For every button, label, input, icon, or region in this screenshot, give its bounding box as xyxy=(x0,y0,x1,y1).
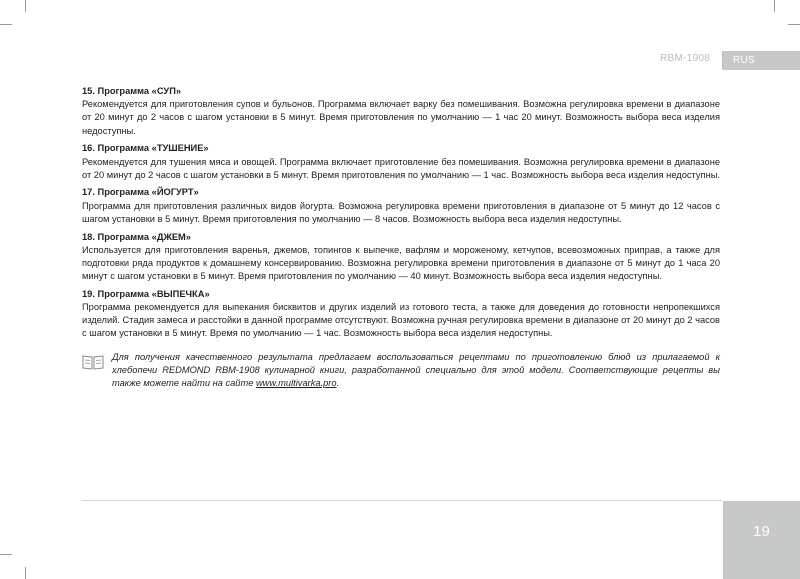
crop-mark xyxy=(0,554,12,555)
main-content xyxy=(82,85,720,345)
page-number: 19 xyxy=(753,523,770,540)
language-label: RUS xyxy=(733,55,756,66)
footer-divider xyxy=(82,500,722,501)
section-body: Рекомендуется для тушения мяса и овощей. Программа включает приготовление без помешивания. Возможна регулировка времени в диапазоне от 20 минут до 2 часов с шагом установки в 5 минут. Время приготовления по умолчанию — 1 час. Возможность выбора веса изделия недоступны. xyxy=(82,156,720,180)
recipe-note xyxy=(82,351,720,391)
section-yogurt xyxy=(82,186,720,226)
book-icon xyxy=(82,354,104,370)
section-title: 15. Программа «СУП» xyxy=(82,86,182,96)
section-soup xyxy=(82,85,720,138)
page-number-box xyxy=(723,501,800,579)
website-link[interactable]: www.multivarka.pro xyxy=(255,378,337,389)
section-body: Программа для приготовления различных видов йогурта. Возможна регулировка времени приготовления в диапазоне от 5 минут до 12 часов с шагом установки в 5 минут. Время приготовления по умолчанию — 8 часов. Возможность выбора веса изделия недоступны. xyxy=(82,200,720,224)
section-title: 18. Программа «ДЖЕМ» xyxy=(82,231,191,242)
note-suffix: . xyxy=(336,378,340,389)
crop-mark xyxy=(25,0,26,12)
note-text xyxy=(112,351,720,391)
section-title: 17. Программа «ЙОГУРТ» xyxy=(82,187,199,198)
section-body: Используется для приготовления варенья, джемов, топингов к выпечке, вафлям и мороженому, кетчупов, всевозможных приправ, а также для подготовки ряда продуктов к домашнему консервированию. Возможна регулировка времени приготовления в диапазоне от 5 минут до 1 часа 20 минут с шагом установки в 5 минут. Время приготовления по умолчанию — 40 минут. Возможность выбора веса изделия недоступны. xyxy=(82,244,720,282)
section-stew xyxy=(82,142,720,182)
section-baking xyxy=(82,288,720,341)
note-body: Для получения качественного результата предлагаем воспользоваться рецептами по приготовлению блюд из прилагаемой к хлебопечи REDMOND RBM-1908 кулинарной книги, разработанной специально для этой модели. Соответствующие рецепты вы также можете найти на сайте xyxy=(112,352,720,389)
section-jam xyxy=(82,231,720,284)
section-title: 19. Программа «ВЫПЕЧКА» xyxy=(82,288,210,299)
section-title: 16. Программа «ТУШЕНИЕ» xyxy=(82,143,209,154)
section-body: Программа рекомендуется для выпекания бисквитов и других изделий из готового теста, а также для доведения до готовности непропекшихся изделий. Стадия замеса и расстойки в данной программе отсутствуют. Возможна ручная регулировка времени в диапазоне от 20 минут до 2 часов с шагом установки в 5 минут. Время по умолчанию — 1 час. Возможность выбора веса изделия недоступны. xyxy=(82,302,720,339)
crop-mark xyxy=(788,24,800,25)
crop-mark xyxy=(0,24,12,25)
model-name: RBM-1908 xyxy=(660,53,711,64)
section-body: Рекомендуется для приготовления супов и бульонов. Программа включает варку без помешивания. Возможна регулировка времени в диапазоне от 20 минут до 2 часов с шагом установки в 5 минут. Время приготовления по умолчанию — 1 час 20 минут. Возможность выбора веса изделия недоступны. xyxy=(82,99,720,136)
crop-mark xyxy=(25,567,26,579)
crop-mark xyxy=(774,0,775,12)
